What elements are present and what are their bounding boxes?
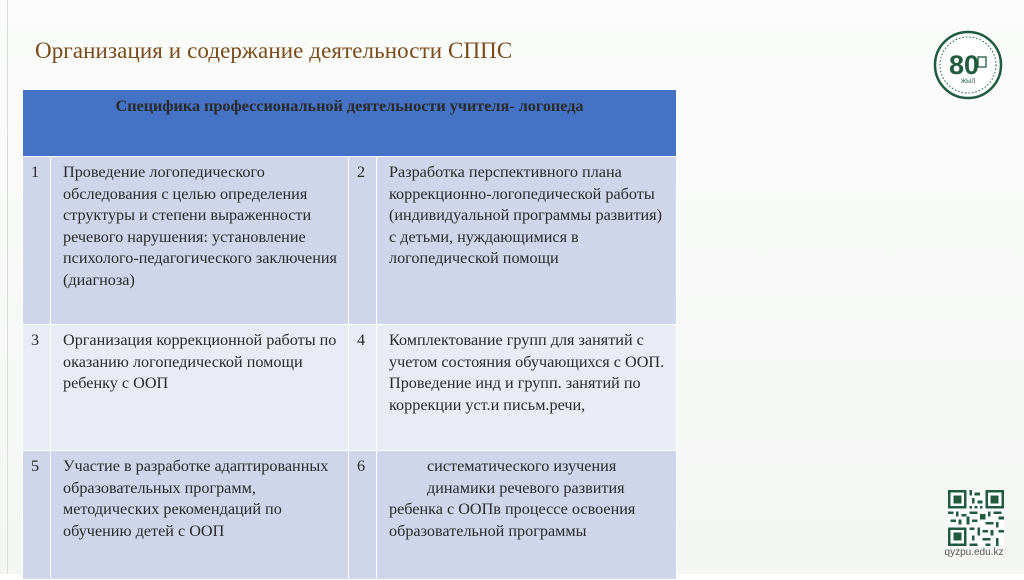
anniversary-80-logo <box>933 30 1003 100</box>
logo-subtext: ЖЫЛ <box>960 79 976 85</box>
item-text: Комплектование групп для занятий с учетом состояния обучающихся с ООП. Проведение инд и групп. занятий по коррекции уст.и письм.речи, <box>377 325 677 451</box>
item-text-continued: ребенка с ООПв процессе освоения образовательной программы <box>389 500 636 540</box>
specifics-table <box>22 89 677 580</box>
website-url: qyzpu.edu.kz <box>944 547 1004 558</box>
slide-title: Организация и содержание деятельности СППС <box>35 38 513 63</box>
item-number: 1 <box>23 157 51 325</box>
logo-number: 80 <box>948 50 980 80</box>
item-text: Организация коррекционной работы по оказанию логопедической помощи ребенку с ООП <box>51 325 349 451</box>
table-row <box>23 157 677 325</box>
qr-code <box>948 490 1004 546</box>
item-number: 3 <box>23 325 51 451</box>
item-number: 2 <box>349 157 377 325</box>
item-number: 4 <box>349 325 377 451</box>
item-text: Разработка перспективного плана коррекционно-логопедической работы (индивидуальной программы развития) с детьми, нуждающимися в логопедической помощи <box>377 157 677 325</box>
item-number: 5 <box>23 451 51 580</box>
item-number: 6 <box>349 451 377 580</box>
item-text: Участие в разработке адаптированных образовательных программ, методических рекомендаций по обучению детей с ООП <box>51 451 349 580</box>
item-text: Проведение логопедического обследования с целью определения структуры и степени выраженности речевого нарушения: установление психолого-педагогического заключения (диагноза) <box>51 157 349 325</box>
left-border-line <box>7 0 8 574</box>
item-text-indented: систематического изучения динамики речевого развития <box>427 457 625 497</box>
table-row <box>23 325 677 451</box>
table-row <box>23 451 677 580</box>
item-text <box>377 451 677 580</box>
table-header: Специфика профессиональной деятельности учителя- логопеда <box>23 90 677 157</box>
